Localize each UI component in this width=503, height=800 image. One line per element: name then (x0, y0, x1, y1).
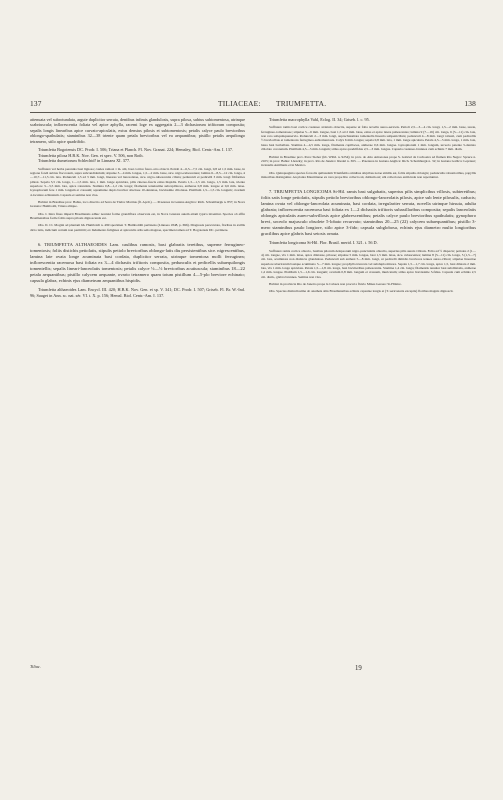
paragraph: Obs. II. Cl. Mogini ad plantam hh. Humboldt n. 499 specimen T. Humboldtii pertinens (Linnaea 1848, p. 696). Diagnosis perscrutata, floribus in axillis dicto latis, indicium certum non permittit; ex Indumento fuliginea et spiraculis atlis setis magnae, specimen tamen ad T. Bogotensis DC. pertinere. (30, 223, 245, 232)
paragraph: Habitat in Brasiliae prov. Para: Sieber (hb. Willd. n. 9254); in prov. do Alto Amazonas prope S. Gabriel da Cachoeira ad flumen Rio Negro: Spruce n. 2105; in prov. Bahia: Lhotzky; in prov. Rio de Janeiro: Riedel n. 363. — Praeterea in Guiana Anglica: Rich. Schomburgk n. 32; in Guiana Gallica: Leprieur; in insulis Antillanis et in Mexico. (261, 154, 476, 168)
paragraph-gap (30, 232, 245, 242)
paragraph: Triumfetta macrophylla Vahl, Eclog. II. 34; Griseb. l. c. 95. (269, 117, 370, 122)
paragraph: Obs. Quinquaginta species foveolis quibusdam Triumfettis omnibus stirpibus notae similis est, foliis stipulis oblongis; pedunculis robustioribus, papyllis minoribus distinguitur. An planta Mauritianae ex vera prope Rio collecta sit, dubium est; ubi collectores enim inde non reperiuntur. (261, 170, 476, 179)
paragraph: Triumfetta Bogotensis DC. Prodr. I. 506; Triana et Planch. Fl. Nov. Granat. 224; Hemsley, Biol. Centr.-Am. I. 137. (38, 147, 234, 153)
sheet-number: 19 (355, 665, 362, 672)
paragraph: Triumfetta longicoma St-Hil. Flor. Brasil. merid. I. 321. t. 56 D. (269, 240, 378, 246)
paragraph: Triumfetta althaeoides Lam. Encycl. III. 420; H.B.K. Nov. Gen. et sp. V. 341; DC. Prodr. I. 507; Griseb. Fl. Br. W.-Ind. 96; Sauget in Ann. sc. nat. sér. VI. t. X. p. 156; Hemsl. Biol. Centr.-Am. I. 137. (30, 287, 245, 298)
paragraph: 6. TRIUMFETTA ALTHAEOIDES Lam. caulibus ramosis, basi glabratis teretibus, superne ferrugineo-tomentosis; foliis distichis petiolatis, stipulis petiolo brevioribus oblongo-latis diu persistentibus sice. nigrescentibus, lamina late ovata longe acuminata basi cordata, duplicitor serrata, utrinque tomentosa molli ferruginea; inflorescentia racemosa basi foliata ex 3—4 dichasiis trifitoris composita, pedunculis et pedicellis subaequilongis tomentellis; sepalis lineari-lanceolatis tomentosis; petalis calyce ½—⅓ brevioribus acutiuscula; staminibus 18—22 petala aequantibus; pistillo calycem aequante, ovario tetramero quam totum pistillum 4—5-plo breviore echinato; capsula glabra, echinis ejus diametrum aequantibus hispidis. (30, 242, 245, 284)
paragraph: 7. TRIUMFETTA LONGICOMA St-Hil. ramis basi sulgabatis, superius pilis simplicibus villosis, subteretibus; foliis satis longe petiolatis, stipulis petiolo brevioribus oblongo-lanceolatis pilosis, apice sub lente pilosulis, caducis; lamina ovata vel oblongo-lanceolata acuminata, basi cordata, irregulariter serrata, novella utrinque hirsuta, adulta glabrata; inflorescentia racemosa basi foliata ex 1—2 dichasiis trifitoris subaxillaribus composita; sepalis lanceolatis oblongis apiculatis aureo-subvillosis apice glabrescentibus; petalis calyce paulo brevioribus spathulatis; gynophoro brevi, urceolo majusculo obsolete 5-lobato recurvato; staminibus 20—25 (22) calycem subaequantibus; pistillo 3-mero staminibus paulo longiore, stilo apice 3-fido; capsula subglobosa, echinis ejus diametro multo longioribus gracilibus apice glabris basi setosis ornata. (261, 189, 476, 237)
genus-name: TRIUMFETTA. (276, 99, 327, 108)
page-number-right: 138 (464, 99, 476, 108)
paragraph: Obs. Species distinctissima ob anatheis aliis Brasiliensibus echinis capsulae longis et (T. sericanaris exceptis) floribus magnis dignoscit. (269, 289, 454, 294)
paragraph: Suffrutex ramis cortice obtecto, basibus pilorum delapsorum nigro-punctulatis obtectis, superius pilis aureis villosis. Folia ad ½ dispecta; petioles 2 (1—4) cm. longae, vix 1 mm. latae, apice dilatatae, pilosae; stipulae 5 mm. longae, basi 1,5 mm. latae, sice. rubescentes; lamina 8 (5—11) cm. longa, 5 (1,5—7) cm. lata, acuminata non distincte glandulosa. Pedunculi sub anthesi 5—8 mm. longi, ut pedicelli dimidio breviores tenues aureo-villosi; stipulae lineariae superiore ubertrarum basique acuminato 5—7 mm. longae; prophylla truncata vel subdupla minora. Sepala 1,5—1,7 cm. longa, apice 1,5, basi dilatata 2 mm. lata, vix 1 mm. longe apiculata. Petala 1,5—1,8 cm. longa, basi breviteribus pubescentia. Stamina 1,4 cm. longa; filamentis tenuiter basi subdilatatis, antherae 1,2 mm. longae. Pistillum 1,5—1,6 cm. longum; ovarium 0,8 mm. longum et crassum, muricatum; stilus apice brevissime 3-fidus. Capsula cum echinis 2,5 cm. diam., glabra brunnea. Semina non visa. (261, 248, 476, 279)
paragraph: Triumfetta dumetorum Schlechtd! in Linnaea XI. 377. (38, 158, 131, 164)
running-header (30, 99, 476, 111)
paragraph: Habitat in Brasiliae prov. Bahia, loco directio ad Serra de Tiuba: Martius (fl. April.). — Praeterea in Guiana Anglica: Rich. Schomburgk n. 857; in Nova Granata: Humboldt, Triana aliique. (30, 200, 245, 209)
paragraph: Habitat in provincia Rio de Janeiro prope la Cabeza non procul a fluvio Minas Geraes: St-Hilaire. (269, 282, 402, 287)
paragraph-gap (261, 179, 476, 189)
paragraph: Obs. I. Intra fines imperii Brasiliensis adhuc nonnisi forma grandiflora observata est, in Nova Granata autem etiam typica invenitur. Species ob affin Brasiliensibus facile foliis supra pilosis dignoscenda est. (30, 211, 245, 221)
right-column (261, 117, 476, 294)
paragraph: Triumfetta pilosa H.B.K. Nov. Gen. et spec. V. 506, non Roth. (38, 152, 144, 158)
paragraph: Suffrutex vel herba perennis basi lignosa; caules ramosi 1 m. alti, basi cortice fusco-atro obtecti. Petioli 4—6,5—7,5 cm. longi, 0,8 ad 1,5 mm. latae, in regione foreli subtus floccosum, supra subcandidarium; stipulae 3—4 mm. longae, 1,5—2 mm. latae, sice. nigro-rubescentes; lamina 6—8,5—12 cm. longa, 4—10,7—11,5 cm. lata. Pedunculi 1,5 ad 3 mm. longi, lineares vel lanceolatae, sice. nigro-rubescentia ciliata; pedunculi et pedicelli 3 mm. longi filiformes piliosi. Sepala 3,5 cm. longa, 1—1,5 mm. lata, 1 mm. longe apiculata, pilis cinereo-fuscis extus hispidis. Petala 1,3—1,5 cm. longa, 1,5 mm. lata, triente superiore 3—3,5 mm. lata, apice rotundata. Stamina 0,8—1,2 cm. longa; filamenta tenuissima subcapillacea, antherae 0,8 mm. longae et 0,6 mm. latae. Gynophorum fere 1 mm. longum et crassum; squamulae duplo breviter abscisae 10-dentatae, brevissime ciliolatae. Pistillum 1,3—1,5 cm. longum; ovarium 4-loculare echinatum. Capsula et semina non visa. (30, 166, 245, 197)
paragraph: attenuata vel subrotundata, argute duplicitor serrata, dentibus infimis glandulosis, supra pilosa, subtus subtomentosa, utrinque scabriuscula; inflorescentia foliata vel apice aphylla, racemi loge ex aggregatis 2—3 dichasiorum trifitorum composita; sepalis longis linearibus apice curvato-apiculatis, extus densius pilosis et subtomentosis; petalis calyce paulo brevioribus oblongo-spathulatis; staminibus 32—38 triente quam petala brevioribus vel ea aequantibus; pistillo petalis aequilongo tetramero, stilo apice quadrifido. (30, 117, 245, 144)
left-column (30, 117, 245, 298)
paragraph: Suffrutex ramis basi cortice castaneo striatulo obtectis, superne ut folia novella aureo-sericeis. Petioli 2,5—3—4 cm. longi, 1,5—2 mm. latae, terete, ferrugineo-tomentosae; stipulae 5—6 mm. longae, basi 1,5 ad 2 mm. latae, extus et apice latere pubescentes; lamina 9 (7—16) cm. longa, 6 (5—11) cm. lata, non raro subquinquenervia. Pedunculi 2—3 mm. longi, suprachiasmata tomentella linearia subpenicillata; pedunculi 4—8 mm. longi robusti, cum pedicellis ½ brevioribus et tomentosis ferrugineo-subtomentosis. Calyx 6 mm. longus; sepala 0,8 mm. lata, 1 mm. longe apiculata. Petala 4,5—5 mm. longa, 1 mm. lata, lutea basi barbellata. Stamina 4—4,5 mm. longa, filamenta capillacea, antherae 0,6 mm. longae. Gynophorum 1 mm. longum, urceolo patente 5-dentato ciliolato coronatum. Pistillum 4,5—5 mm. longum; stilus apice quadrifidus 2,5—3 mm. longus. Capsula castaneo-brunnea cum echinis 7 mm. diam. (261, 125, 476, 152)
page-number-left: 137 (30, 99, 42, 108)
signature-mark: Tiliac. (30, 664, 41, 669)
family-name: TILIACEAE: (218, 99, 261, 108)
header-rule (30, 112, 476, 113)
